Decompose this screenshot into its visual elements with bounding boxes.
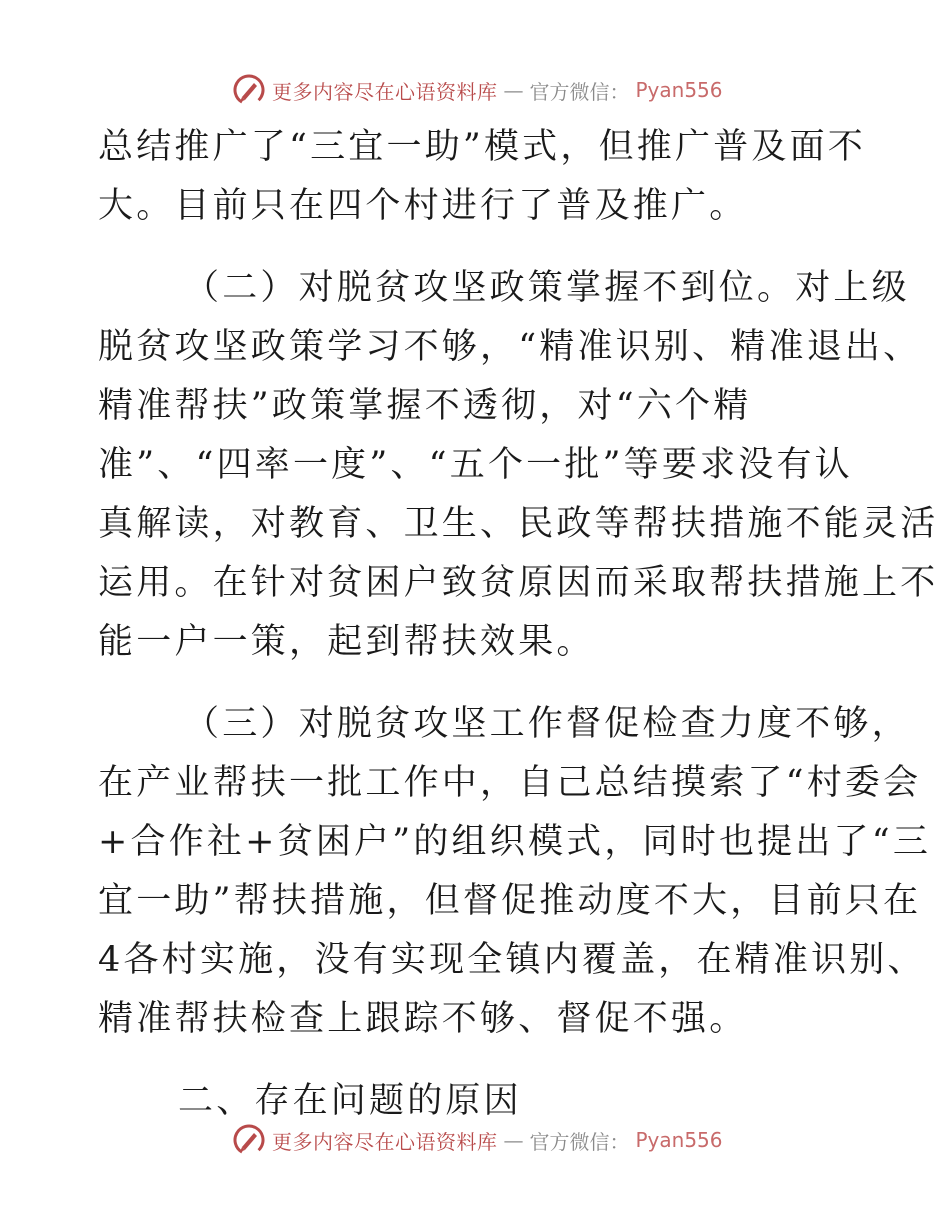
text-line: 运用。在针对贫困户致贫原因而采取帮扶措施上不 bbox=[98, 563, 939, 603]
watermark-site-text: 更多内容尽在心语资料库 bbox=[272, 79, 498, 104]
text-line: 总结推广了“三宜一助”模式，但推广普及面不 bbox=[98, 127, 866, 167]
text-line: 精准帮扶”政策掌握不透彻，对“六个精 bbox=[98, 386, 752, 426]
pen-logo-icon bbox=[232, 1123, 266, 1157]
section-heading-text: 二、存在问题的原因 bbox=[178, 1081, 522, 1121]
text-line: （二）对脱贫攻坚政策掌握不到位。对上级 bbox=[184, 268, 910, 308]
text-line: 宜一助”帮扶措施，但督促推动度不大，目前只在 bbox=[98, 881, 922, 921]
watermark-dash: — bbox=[503, 1128, 524, 1152]
footer-watermark-banner bbox=[232, 1122, 723, 1158]
watermark-handle: Pyan556 bbox=[635, 1128, 723, 1152]
watermark-official-text: 官方微信： bbox=[529, 1129, 630, 1154]
text-line: 大。目前只在四个村进行了普及推广。 bbox=[98, 186, 748, 226]
watermark-site-text: 更多内容尽在心语资料库 bbox=[272, 1129, 498, 1154]
text-line: 在产业帮扶一批工作中，自己总结摸索了“村委会 bbox=[98, 763, 922, 803]
paragraph bbox=[98, 695, 932, 1049]
text-line: 真解读，对教育、卫生、民政等帮扶措施不能灵活 bbox=[98, 504, 939, 544]
pen-logo-icon bbox=[232, 73, 266, 107]
text-line: 准”、“四率一度”、“五个一批”等要求没有认 bbox=[98, 445, 853, 485]
text-line: 能一户一策，起到帮扶效果。 bbox=[98, 622, 595, 662]
watermark-official-text: 官方微信： bbox=[529, 79, 630, 104]
text-line: 脱贫攻坚政策学习不够，“精准识别、精准退出、 bbox=[98, 327, 922, 367]
text-line: 精准帮扶检查上跟踪不够、督促不强。 bbox=[98, 999, 748, 1039]
text-line: 4各村实施，没有实现全镇内覆盖，在精准识别、 bbox=[98, 940, 926, 980]
paragraph bbox=[98, 259, 939, 672]
text-line: （三）对脱贫攻坚工作督促检查力度不够， bbox=[184, 704, 910, 744]
paragraph bbox=[98, 118, 866, 236]
document-body bbox=[98, 118, 939, 1131]
text-line: +合作社+贫困户”的组织模式，同时也提出了“三 bbox=[98, 822, 932, 862]
header-watermark-banner bbox=[232, 72, 723, 108]
watermark-dash: — bbox=[503, 78, 524, 102]
watermark-handle: Pyan556 bbox=[635, 78, 723, 102]
